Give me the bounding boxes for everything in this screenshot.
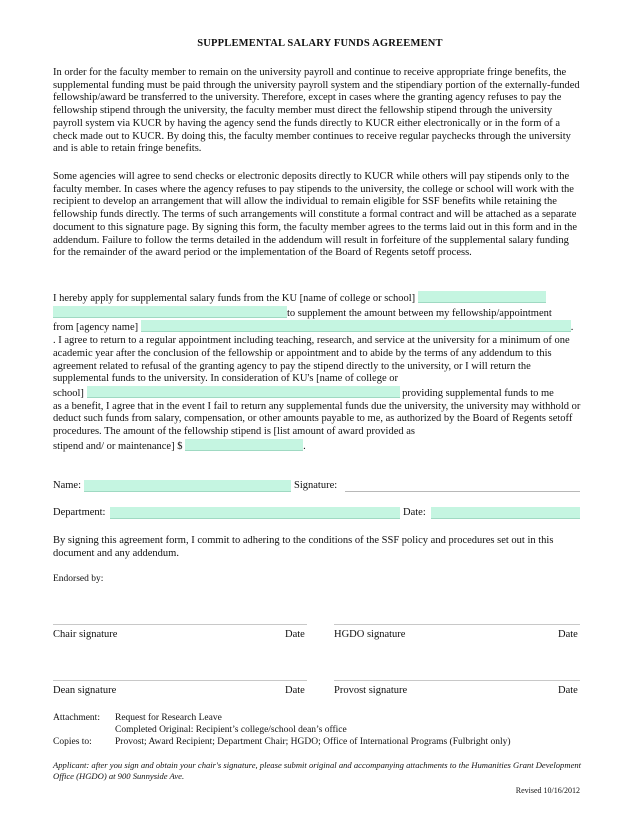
attachment-label: Attachment: — [53, 713, 100, 723]
endorsed-by-label: Endorsed by: — [53, 574, 104, 584]
dean-signature-label: Dean signature — [53, 685, 117, 696]
provost-signature-label: Provost signature — [334, 685, 408, 696]
department-date-row — [53, 505, 580, 521]
revision-date: Revised 10/16/2012 — [515, 786, 580, 795]
signature-line[interactable] — [345, 480, 580, 492]
apply-text-8: stipend and/ or maintenance] $ — [53, 440, 183, 452]
apply-text-1: I hereby apply for supplemental salary funds from the KU [name of college or school] — [53, 293, 416, 304]
intro-paragraph: In order for the faculty member to remain on the university payroll and continue to receive appropriate fringe benefits, the supplemental funding must be paid through the university payroll system and the stipendiary portion of the externally-funded fellowship/award be transferred to the university. Therefore, except in cases where the granting agency refuses to pay the fellowship stipend through the university, the faculty member must direct the fellowship stipend through the university payroll system via KUCR by having the agency send the funds directly to KUCR either electronically or in the form of a check made out to KUCR. By doing this, the faculty member continues to receive regular paychecks through the university and is able to retain fringe benefits. — [53, 67, 580, 155]
college-field-continued[interactable] — [53, 306, 287, 318]
period: . — [570, 322, 574, 334]
hgdo-signature-label: HGDO signature — [334, 629, 406, 640]
name-signature-row — [53, 478, 580, 494]
apply-text-7: as a benefit, I agree that in the event I fail to return any supplemental funds due the university, the university may withhold or deduct such funds from salary, compensation, or other amounts payable to me, as authorized by the Board of Regents setoff procedures. The amount of the fellowship stipend is [list amount of award provided as — [53, 400, 581, 438]
chair-date-label: Date — [285, 629, 305, 640]
attachment-line-2: Completed Original: Recipient’s college/school dean’s office — [115, 725, 347, 735]
apply-text-2: to supplement the amount between my fellowship/appointment — [287, 307, 552, 319]
application-paragraph — [53, 291, 583, 453]
school-name-field[interactable] — [87, 386, 400, 398]
apply-text-5: school] — [53, 387, 84, 399]
provost-date-label: Date — [558, 685, 578, 696]
date-field[interactable] — [431, 507, 580, 519]
copies-label: Copies to: — [53, 737, 92, 747]
name-label: Name: — [53, 480, 81, 491]
date-label: Date: — [403, 507, 426, 518]
page-title: SUPPLEMENTAL SALARY FUNDS AGREEMENT — [197, 38, 443, 49]
college-field[interactable] — [418, 291, 546, 303]
chair-signature-label: Chair signature — [53, 629, 118, 640]
apply-text-4: . I agree to return to a regular appointment including teaching, research, and service at the university for a minimum of one academic year after the conclusion of the fellowship or appointment and to abide by the terms of any addendum to this agreement related to refusal of the granting agency to pay the stipend directly to the university, or I will return the supplemental funds to the university. In consideration of KU's [name of college or — [53, 335, 570, 385]
attachment-line-1: Request for Research Leave — [115, 713, 222, 723]
hgdo-signature-line[interactable] — [334, 624, 580, 625]
applicant-instructions: Applicant: after you sign and obtain your chair's signature, please submit original and accompanying attachments to the Humanities Grant Development Office (HGDO) at 900 Sunnyside Ave. — [53, 760, 582, 781]
agency-name-field[interactable] — [141, 320, 571, 332]
chair-signature-line[interactable] — [53, 624, 307, 625]
copies-list: Provost; Award Recipient; Department Chair; HGDO; Office of International Programs (Fulbright only) — [115, 737, 511, 747]
commitment-paragraph: By signing this agreement form, I commit to adhering to the conditions of the SSF policy and procedures set out in this document and any addendum. — [53, 535, 554, 559]
apply-text-6: providing supplemental funds to me — [402, 387, 554, 399]
apply-text-3: from [agency name] — [53, 322, 139, 334]
signature-label: Signature: — [294, 480, 338, 491]
dean-signature-line[interactable] — [53, 680, 307, 681]
end-period: . — [303, 440, 306, 452]
department-field[interactable] — [110, 507, 400, 519]
dean-date-label: Date — [285, 685, 305, 696]
provost-signature-line[interactable] — [334, 680, 580, 681]
department-label: Department: — [53, 507, 106, 518]
name-field[interactable] — [84, 480, 291, 492]
agency-paragraph: Some agencies will agree to send checks or electronic deposits directly to KUCR while others will pay stipends only to the faculty member. In cases where the agency refuses to pay stipends to the university, the college or school will work with the recipient to develop an arrangement that will allow the individual to remain eligible for SSF benefits while retaining the fellowship funds directly. The terms of such arrangements will constitute a formal contract and will be attached as a separate document to this signature page. By signing this form, the faculty member agrees to the terms laid out in this form and in the addendum. Failure to follow the terms detailed in the addendum will result in forfeiture of the supplemental salary funding for the remainder of the award period or the implementation of the Board of Regents setoff process. — [53, 171, 578, 259]
hgdo-date-label: Date — [558, 629, 578, 640]
stipend-amount-field[interactable] — [185, 439, 303, 451]
